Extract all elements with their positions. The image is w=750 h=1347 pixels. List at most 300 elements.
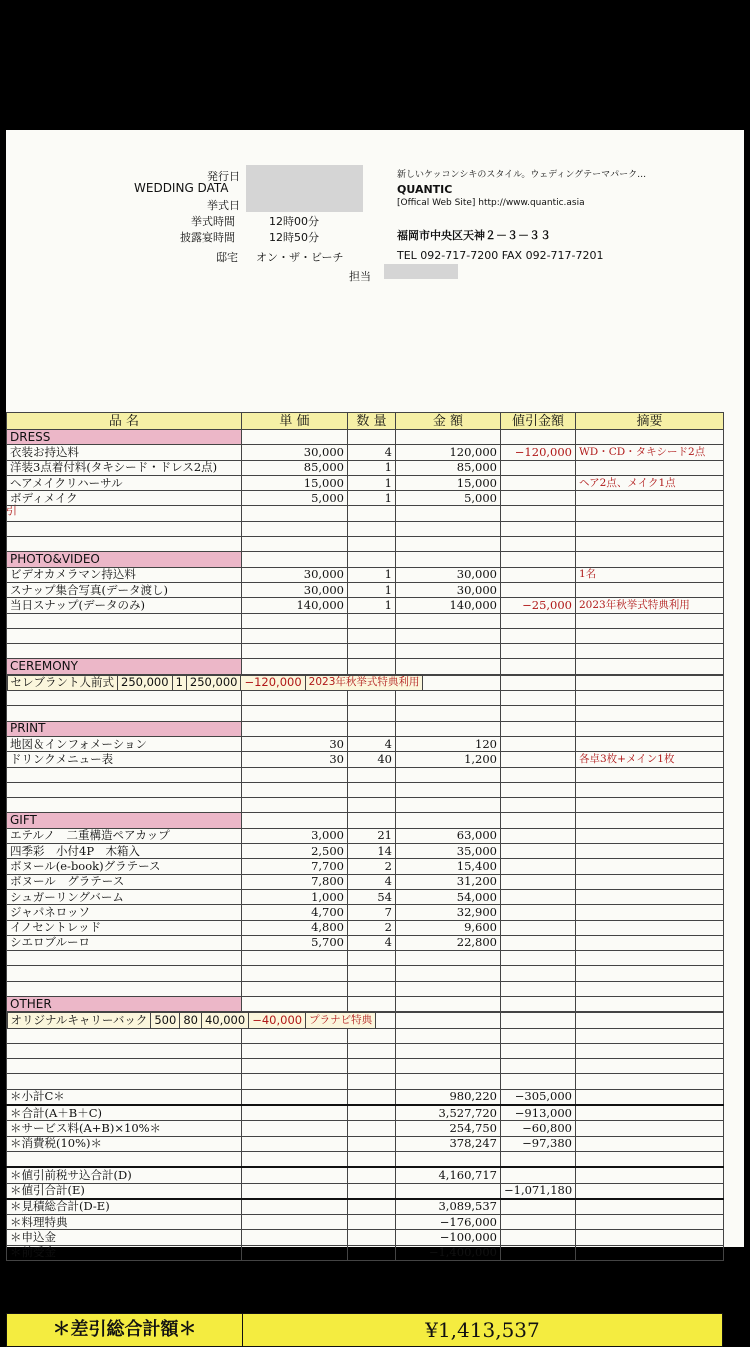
column-header-row — [7, 413, 724, 430]
total-label: ＊前受金 — [7, 1245, 242, 1260]
empty-cell — [576, 951, 724, 966]
item-discount — [501, 582, 576, 597]
empty-cell — [348, 552, 396, 567]
item-name: 四季彩 小付4P 木箱入 — [7, 844, 242, 859]
empty-cell — [7, 644, 242, 659]
empty-cell — [576, 1013, 724, 1028]
item-quantity: 80 — [180, 1013, 202, 1028]
empty-cell — [576, 1043, 724, 1058]
empty-row — [7, 628, 724, 643]
item-name: ジャパネロッソ — [7, 905, 242, 920]
total-amount: 4,160,717 — [396, 1167, 501, 1183]
empty-cell — [242, 613, 348, 628]
total-amount: −176,000 — [396, 1215, 501, 1230]
total-discount — [501, 1245, 576, 1260]
total-amount: 3,527,720 — [396, 1105, 501, 1121]
total-row — [7, 1245, 724, 1260]
empty-cell — [576, 782, 724, 797]
item-quantity: 2 — [348, 859, 396, 874]
empty-cell — [576, 1074, 724, 1089]
empty-cell — [501, 798, 576, 813]
column-header: 値引金額 — [501, 413, 576, 430]
total-label: ＊値引前税サ込合計(D) — [7, 1167, 242, 1183]
empty-cell — [242, 552, 348, 567]
empty-cell — [348, 628, 396, 643]
empty-cell — [242, 721, 348, 736]
empty-cell — [576, 706, 724, 721]
item-unit-price: 3,000 — [242, 828, 348, 843]
category-label: PRINT — [7, 721, 242, 736]
empty-cell — [501, 966, 576, 981]
venue: オン・ザ・ビーチ — [256, 251, 344, 264]
category-row — [7, 659, 724, 674]
item-unit-price: 30,000 — [242, 582, 348, 597]
website: [Offical Web Site] http://www.quantic.asia — [397, 198, 585, 208]
item-amount: 40,000 — [201, 1013, 248, 1028]
empty-cell — [576, 1089, 724, 1105]
empty-cell — [576, 981, 724, 996]
item-row — [7, 935, 724, 950]
empty-cell — [7, 506, 242, 521]
item-row — [7, 874, 724, 889]
item-amount: 30,000 — [396, 567, 501, 582]
total-row — [7, 1136, 724, 1151]
total-row — [7, 1215, 724, 1230]
empty-cell — [242, 1245, 348, 1260]
empty-cell — [396, 981, 501, 996]
empty-cell — [501, 706, 576, 721]
empty-cell — [576, 1245, 724, 1260]
company-name: QUANTIC — [397, 183, 453, 196]
item-amount: 15,000 — [396, 475, 501, 490]
empty-cell — [242, 1230, 348, 1245]
empty-cell — [242, 1089, 348, 1105]
empty-cell — [576, 691, 724, 706]
item-amount: 5,000 — [396, 491, 501, 506]
empty-cell — [501, 1013, 576, 1028]
empty-cell — [7, 951, 242, 966]
empty-cell — [396, 659, 501, 674]
item-unit-price: 7,700 — [242, 859, 348, 874]
grand-total-value: ¥1,413,537 — [425, 1318, 540, 1342]
item-discount — [501, 491, 576, 506]
item-row — [7, 828, 724, 843]
item-row — [7, 1012, 377, 1028]
empty-row — [7, 537, 724, 552]
item-quantity: 1 — [348, 491, 396, 506]
empty-cell — [576, 966, 724, 981]
empty-row — [7, 706, 724, 721]
item-quantity: 4 — [348, 736, 396, 751]
empty-cell — [576, 613, 724, 628]
item-amount: 9,600 — [396, 920, 501, 935]
empty-cell — [242, 537, 348, 552]
empty-cell — [501, 951, 576, 966]
empty-cell — [501, 691, 576, 706]
total-label: ＊サービス料(A+B)×10%＊ — [7, 1121, 242, 1136]
tagline: 新しいケッコンシキのスタイル。ウェディングテーマパーク… — [397, 170, 647, 180]
empty-cell — [501, 537, 576, 552]
total-discount — [501, 1230, 576, 1245]
empty-cell — [576, 644, 724, 659]
empty-cell — [348, 1105, 396, 1121]
empty-row — [7, 782, 724, 797]
empty-cell — [576, 1199, 724, 1215]
item-unit-price: 5,700 — [242, 935, 348, 950]
total-row — [7, 1183, 724, 1199]
item-note: 1名 — [576, 567, 724, 582]
empty-cell — [348, 706, 396, 721]
empty-cell — [501, 1074, 576, 1089]
empty-cell — [348, 813, 396, 828]
empty-cell — [242, 1043, 348, 1058]
empty-cell — [396, 1013, 501, 1028]
item-quantity: 40 — [348, 752, 396, 767]
item-name: ビデオカメラマン持込料 — [7, 567, 242, 582]
empty-cell — [348, 798, 396, 813]
item-discount — [501, 460, 576, 475]
empty-cell — [576, 1167, 724, 1183]
empty-cell — [348, 1167, 396, 1183]
empty-cell — [501, 1043, 576, 1058]
total-label: ＊申込金 — [7, 1230, 242, 1245]
item-amount: 85,000 — [396, 460, 501, 475]
empty-row — [7, 644, 724, 659]
empty-cell — [348, 659, 396, 674]
item-unit-price: 500 — [151, 1013, 180, 1028]
empty-cell — [348, 1136, 396, 1151]
item-name: エテルノ 二重構造ペアカップ — [7, 828, 242, 843]
empty-cell — [576, 537, 724, 552]
empty-cell — [7, 521, 242, 536]
item-amount: 22,800 — [396, 935, 501, 950]
empty-cell — [396, 798, 501, 813]
item-name: シエロブルーロ — [7, 935, 242, 950]
empty-cell — [501, 675, 576, 690]
total-row — [7, 1199, 724, 1215]
empty-cell — [242, 706, 348, 721]
empty-cell — [396, 691, 501, 706]
item-discount: −120,000 — [241, 675, 305, 690]
empty-cell — [501, 1151, 576, 1167]
item-amount: 32,900 — [396, 905, 501, 920]
empty-cell — [242, 767, 348, 782]
empty-cell — [348, 1183, 396, 1199]
item-amount: 30,000 — [396, 582, 501, 597]
item-quantity: 54 — [348, 889, 396, 904]
empty-row — [7, 767, 724, 782]
item-discount — [501, 828, 576, 843]
empty-row — [7, 1043, 724, 1058]
address: 福岡市中央区天神２－３－３３ — [397, 229, 551, 242]
item-discount — [501, 736, 576, 751]
empty-cell — [396, 644, 501, 659]
empty-cell — [348, 1059, 396, 1074]
empty-cell — [348, 996, 396, 1011]
empty-cell — [576, 1059, 724, 1074]
empty-cell — [576, 1230, 724, 1245]
empty-cell — [348, 537, 396, 552]
empty-cell — [501, 552, 576, 567]
item-amount: 54,000 — [396, 889, 501, 904]
total-label: ＊消費税(10%)＊ — [7, 1136, 242, 1151]
empty-cell — [396, 767, 501, 782]
empty-cell — [396, 537, 501, 552]
empty-cell — [7, 628, 242, 643]
total-amount: 3,089,537 — [396, 1199, 501, 1215]
reception-time-label: 披露宴時間 — [180, 231, 235, 244]
empty-cell — [396, 996, 501, 1011]
item-amount: 1,200 — [396, 752, 501, 767]
total-discount — [501, 1199, 576, 1215]
total-discount: −97,380 — [501, 1136, 576, 1151]
category-label: DRESS — [7, 430, 242, 445]
item-quantity: 1 — [348, 567, 396, 582]
ceremony-date-label: 挙式日 — [207, 199, 240, 212]
empty-cell — [242, 1199, 348, 1215]
item-note — [576, 920, 724, 935]
item-row — [7, 598, 724, 613]
empty-cell — [348, 1151, 396, 1167]
empty-cell — [242, 1183, 348, 1199]
empty-cell — [7, 782, 242, 797]
empty-cell — [576, 721, 724, 736]
item-discount — [501, 567, 576, 582]
empty-cell — [242, 966, 348, 981]
item-amount: 31,200 — [396, 874, 501, 889]
item-unit-price: 140,000 — [242, 598, 348, 613]
wedding-data-label: WEDDING DATA — [134, 181, 229, 195]
item-row — [7, 736, 724, 751]
item-name: 衣装お持込料 — [7, 445, 242, 460]
empty-cell — [242, 1136, 348, 1151]
category-label: CEREMONY — [7, 659, 242, 674]
empty-cell — [501, 1028, 576, 1043]
item-note — [576, 889, 724, 904]
empty-cell — [576, 1151, 724, 1167]
item-note — [576, 491, 724, 506]
total-discount — [501, 1167, 576, 1183]
empty-cell — [576, 1215, 724, 1230]
item-amount: 120,000 — [396, 445, 501, 460]
empty-row — [7, 1059, 724, 1074]
item-unit-price: 4,700 — [242, 905, 348, 920]
empty-cell — [396, 430, 501, 445]
empty-cell — [7, 706, 242, 721]
item-row — [7, 920, 724, 935]
item-quantity: 14 — [348, 844, 396, 859]
total-label: ＊小計C＊ — [7, 1089, 242, 1105]
total-discount: −1,071,180 — [501, 1183, 576, 1199]
item-discount — [501, 475, 576, 490]
item-unit-price: 30 — [242, 736, 348, 751]
category-label: GIFT — [7, 813, 242, 828]
redacted-staff — [384, 264, 458, 279]
empty-cell — [242, 691, 348, 706]
total-row — [7, 1105, 724, 1121]
item-quantity: 1 — [348, 475, 396, 490]
category-row — [7, 813, 724, 828]
empty-cell — [576, 1183, 724, 1199]
empty-cell — [348, 1245, 396, 1260]
item-row — [7, 567, 724, 582]
empty-cell — [348, 644, 396, 659]
empty-cell — [501, 1059, 576, 1074]
empty-cell — [576, 798, 724, 813]
empty-cell — [242, 1074, 348, 1089]
item-quantity: 1 — [348, 582, 396, 597]
empty-cell — [396, 552, 501, 567]
item-amount: 120 — [396, 736, 501, 751]
empty-cell — [348, 1199, 396, 1215]
item-discount: −40,000 — [249, 1013, 306, 1028]
empty-cell — [348, 506, 396, 521]
estimate-sheet — [6, 130, 744, 1342]
item-note — [576, 736, 724, 751]
item-note — [576, 844, 724, 859]
item-unit-price: 4,800 — [242, 920, 348, 935]
empty-cell — [396, 1043, 501, 1058]
item-row — [7, 475, 724, 490]
item-amount: 140,000 — [396, 598, 501, 613]
item-amount: 63,000 — [396, 828, 501, 843]
item-quantity: 21 — [348, 828, 396, 843]
empty-cell — [396, 521, 501, 536]
item-unit-price: 7,800 — [242, 874, 348, 889]
empty-cell — [242, 996, 348, 1011]
empty-cell — [242, 644, 348, 659]
item-quantity: 4 — [348, 935, 396, 950]
category-row — [7, 996, 724, 1011]
item-name: 当日スナップ(データのみ) — [7, 598, 242, 613]
empty-cell — [242, 1121, 348, 1136]
empty-cell — [348, 1043, 396, 1058]
empty-cell — [242, 1215, 348, 1230]
item-quantity: 4 — [348, 445, 396, 460]
item-note — [576, 460, 724, 475]
empty-cell — [7, 966, 242, 981]
item-discount — [501, 859, 576, 874]
item-unit-price: 30 — [242, 752, 348, 767]
empty-cell — [348, 782, 396, 797]
empty-cell — [348, 430, 396, 445]
item-unit-price: 30,000 — [242, 567, 348, 582]
empty-cell — [576, 430, 724, 445]
empty-cell — [242, 1028, 348, 1043]
item-unit-price: 30,000 — [242, 445, 348, 460]
empty-cell — [7, 767, 242, 782]
total-amount: −100,000 — [396, 1230, 501, 1245]
empty-cell — [501, 430, 576, 445]
empty-cell — [396, 813, 501, 828]
empty-row — [7, 1028, 724, 1043]
item-unit-price: 2,500 — [242, 844, 348, 859]
reception-time: 12時50分 — [269, 231, 319, 244]
empty-row — [7, 691, 724, 706]
empty-cell — [242, 1059, 348, 1074]
empty-cell — [576, 813, 724, 828]
total-row — [7, 1230, 724, 1245]
empty-cell — [242, 813, 348, 828]
empty-cell — [576, 1105, 724, 1121]
empty-cell — [348, 1121, 396, 1136]
empty-row — [7, 966, 724, 981]
item-quantity: 4 — [348, 874, 396, 889]
empty-cell — [348, 721, 396, 736]
grand-total-label: ＊差引総合計額＊ — [7, 1314, 243, 1346]
empty-cell — [242, 1167, 348, 1183]
item-amount: 15,400 — [396, 859, 501, 874]
total-label: ＊値引合計(E) — [7, 1183, 242, 1199]
empty-cell — [242, 1151, 348, 1167]
item-row — [7, 889, 724, 904]
column-header: 単 価 — [242, 413, 348, 430]
grand-total-bar — [6, 1313, 723, 1347]
item-note — [576, 874, 724, 889]
empty-cell — [576, 659, 724, 674]
ceremony-time-label: 挙式時間 — [191, 215, 235, 228]
item-discount — [501, 905, 576, 920]
empty-cell — [501, 813, 576, 828]
empty-cell — [501, 506, 576, 521]
empty-row — [7, 951, 724, 966]
empty-cell — [501, 721, 576, 736]
item-note — [576, 582, 724, 597]
empty-cell — [7, 798, 242, 813]
empty-cell — [348, 951, 396, 966]
empty-cell — [396, 506, 501, 521]
total-amount: −1,400,000 — [396, 1245, 501, 1260]
category-label: OTHER — [7, 996, 242, 1011]
item-row — [7, 582, 724, 597]
empty-cell — [7, 1043, 242, 1058]
item-name: ボヌール グラテース — [7, 874, 242, 889]
item-note: 2023年秋挙式特典利用 — [305, 675, 423, 690]
total-label: ＊合計(A＋B＋C) — [7, 1105, 242, 1121]
total-row — [7, 1089, 724, 1105]
item-note: ヘア2点、メイク1点 — [576, 475, 724, 490]
empty-cell — [396, 628, 501, 643]
tel-fax: TEL 092-717-7200 FAX 092-717-7201 — [397, 249, 604, 262]
item-name: オリジナルキャリーバック — [7, 1013, 151, 1028]
category-row — [7, 552, 724, 567]
item-note: プラナビ特典 — [306, 1013, 376, 1028]
item-discount — [501, 935, 576, 950]
empty-cell — [348, 691, 396, 706]
item-name: ヘアメイクリハーサル — [7, 475, 242, 490]
empty-cell — [242, 628, 348, 643]
empty-cell — [501, 613, 576, 628]
empty-cell — [7, 691, 242, 706]
total-label: ＊見積総合計(D-E) — [7, 1199, 242, 1215]
empty-row — [7, 506, 724, 521]
item-row — [7, 905, 724, 920]
item-name: ボヌール(e-book)グラテース — [7, 859, 242, 874]
item-quantity: 2 — [348, 920, 396, 935]
empty-cell — [576, 506, 724, 521]
empty-cell — [396, 706, 501, 721]
item-row — [7, 752, 724, 767]
empty-cell — [396, 1028, 501, 1043]
total-amount: 254,750 — [396, 1121, 501, 1136]
item-row — [7, 460, 724, 475]
total-amount: 378,247 — [396, 1136, 501, 1151]
total-amount — [396, 1183, 501, 1199]
empty-cell — [348, 1074, 396, 1089]
empty-cell — [348, 1089, 396, 1105]
item-name: シュガーリングバーム — [7, 889, 242, 904]
item-note — [576, 859, 724, 874]
